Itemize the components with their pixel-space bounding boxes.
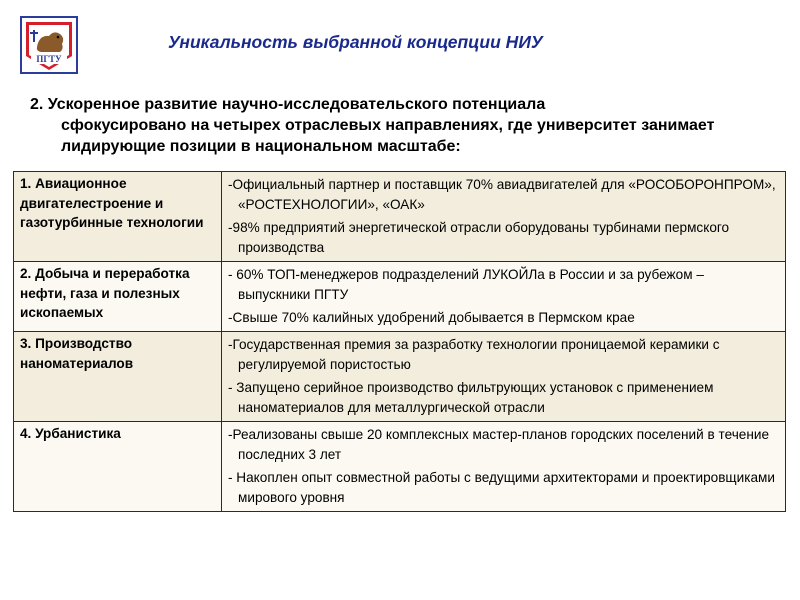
table-row [14,172,786,262]
description-cell [222,262,786,332]
list-item: -Официальный партнер и поставщик 70% авиадвигателей для «РОСОБОРОНПРОМ», «РОСТЕХНОЛОГИИ», «ОАК» [228,177,776,212]
page-title: Уникальность выбранной концепции НИУ [168,32,543,52]
list-item: -Государственная премия за разработку технологии проницаемой керамики с регулируемой пористостью [228,337,720,372]
directions-table [13,171,786,512]
list-item: -98% предприятий энергетической отрасли оборудованы турбинами пермского производства [228,220,730,255]
table-row [14,422,786,512]
intro-line-1: 2. Ускоренное развитие научно-исследовательского потенциала [30,96,546,113]
category-cell: 3. Производство наноматериалов [14,332,222,422]
logo-emblem-icon [20,16,78,74]
category-cell: 2. Добыча и переработка нефти, газа и полезных ископаемых [14,262,222,332]
university-logo [20,16,78,74]
category-cell: 1. Авиационное двигателестроение и газотурбинные технологии [14,172,222,262]
intro-paragraph [30,94,780,157]
table-row [14,332,786,422]
description-cell [222,422,786,512]
intro-continuation: сфокусировано на четырех отраслевых направлениях, где университет занимает лидирующие позиции в национальном масштабе: [61,117,715,155]
logo-text: ПГТУ [36,54,62,64]
description-cell [222,172,786,262]
list-item: - Запущено серийное производство фильтрующих установок с применением наноматериалов для металлургической отрасли [228,380,714,415]
description-cell [222,332,786,422]
table-row [14,262,786,332]
category-cell: 4. Урбанистика [14,422,222,512]
list-item: - Накоплен опыт совместной работы с ведущими архитекторами и проектировщиками мирового уровня [228,470,775,505]
list-item: -Реализованы свыше 20 комплексных мастер-планов городских поселений в течение последних 3 лет [228,427,770,462]
list-item: -Свыше 70% калийных удобрений добывается в Пермском крае [228,310,635,325]
list-item: - 60% ТОП-менеджеров подразделений ЛУКОЙЛа в России и за рубежом – выпускники ПГТУ [228,267,704,302]
